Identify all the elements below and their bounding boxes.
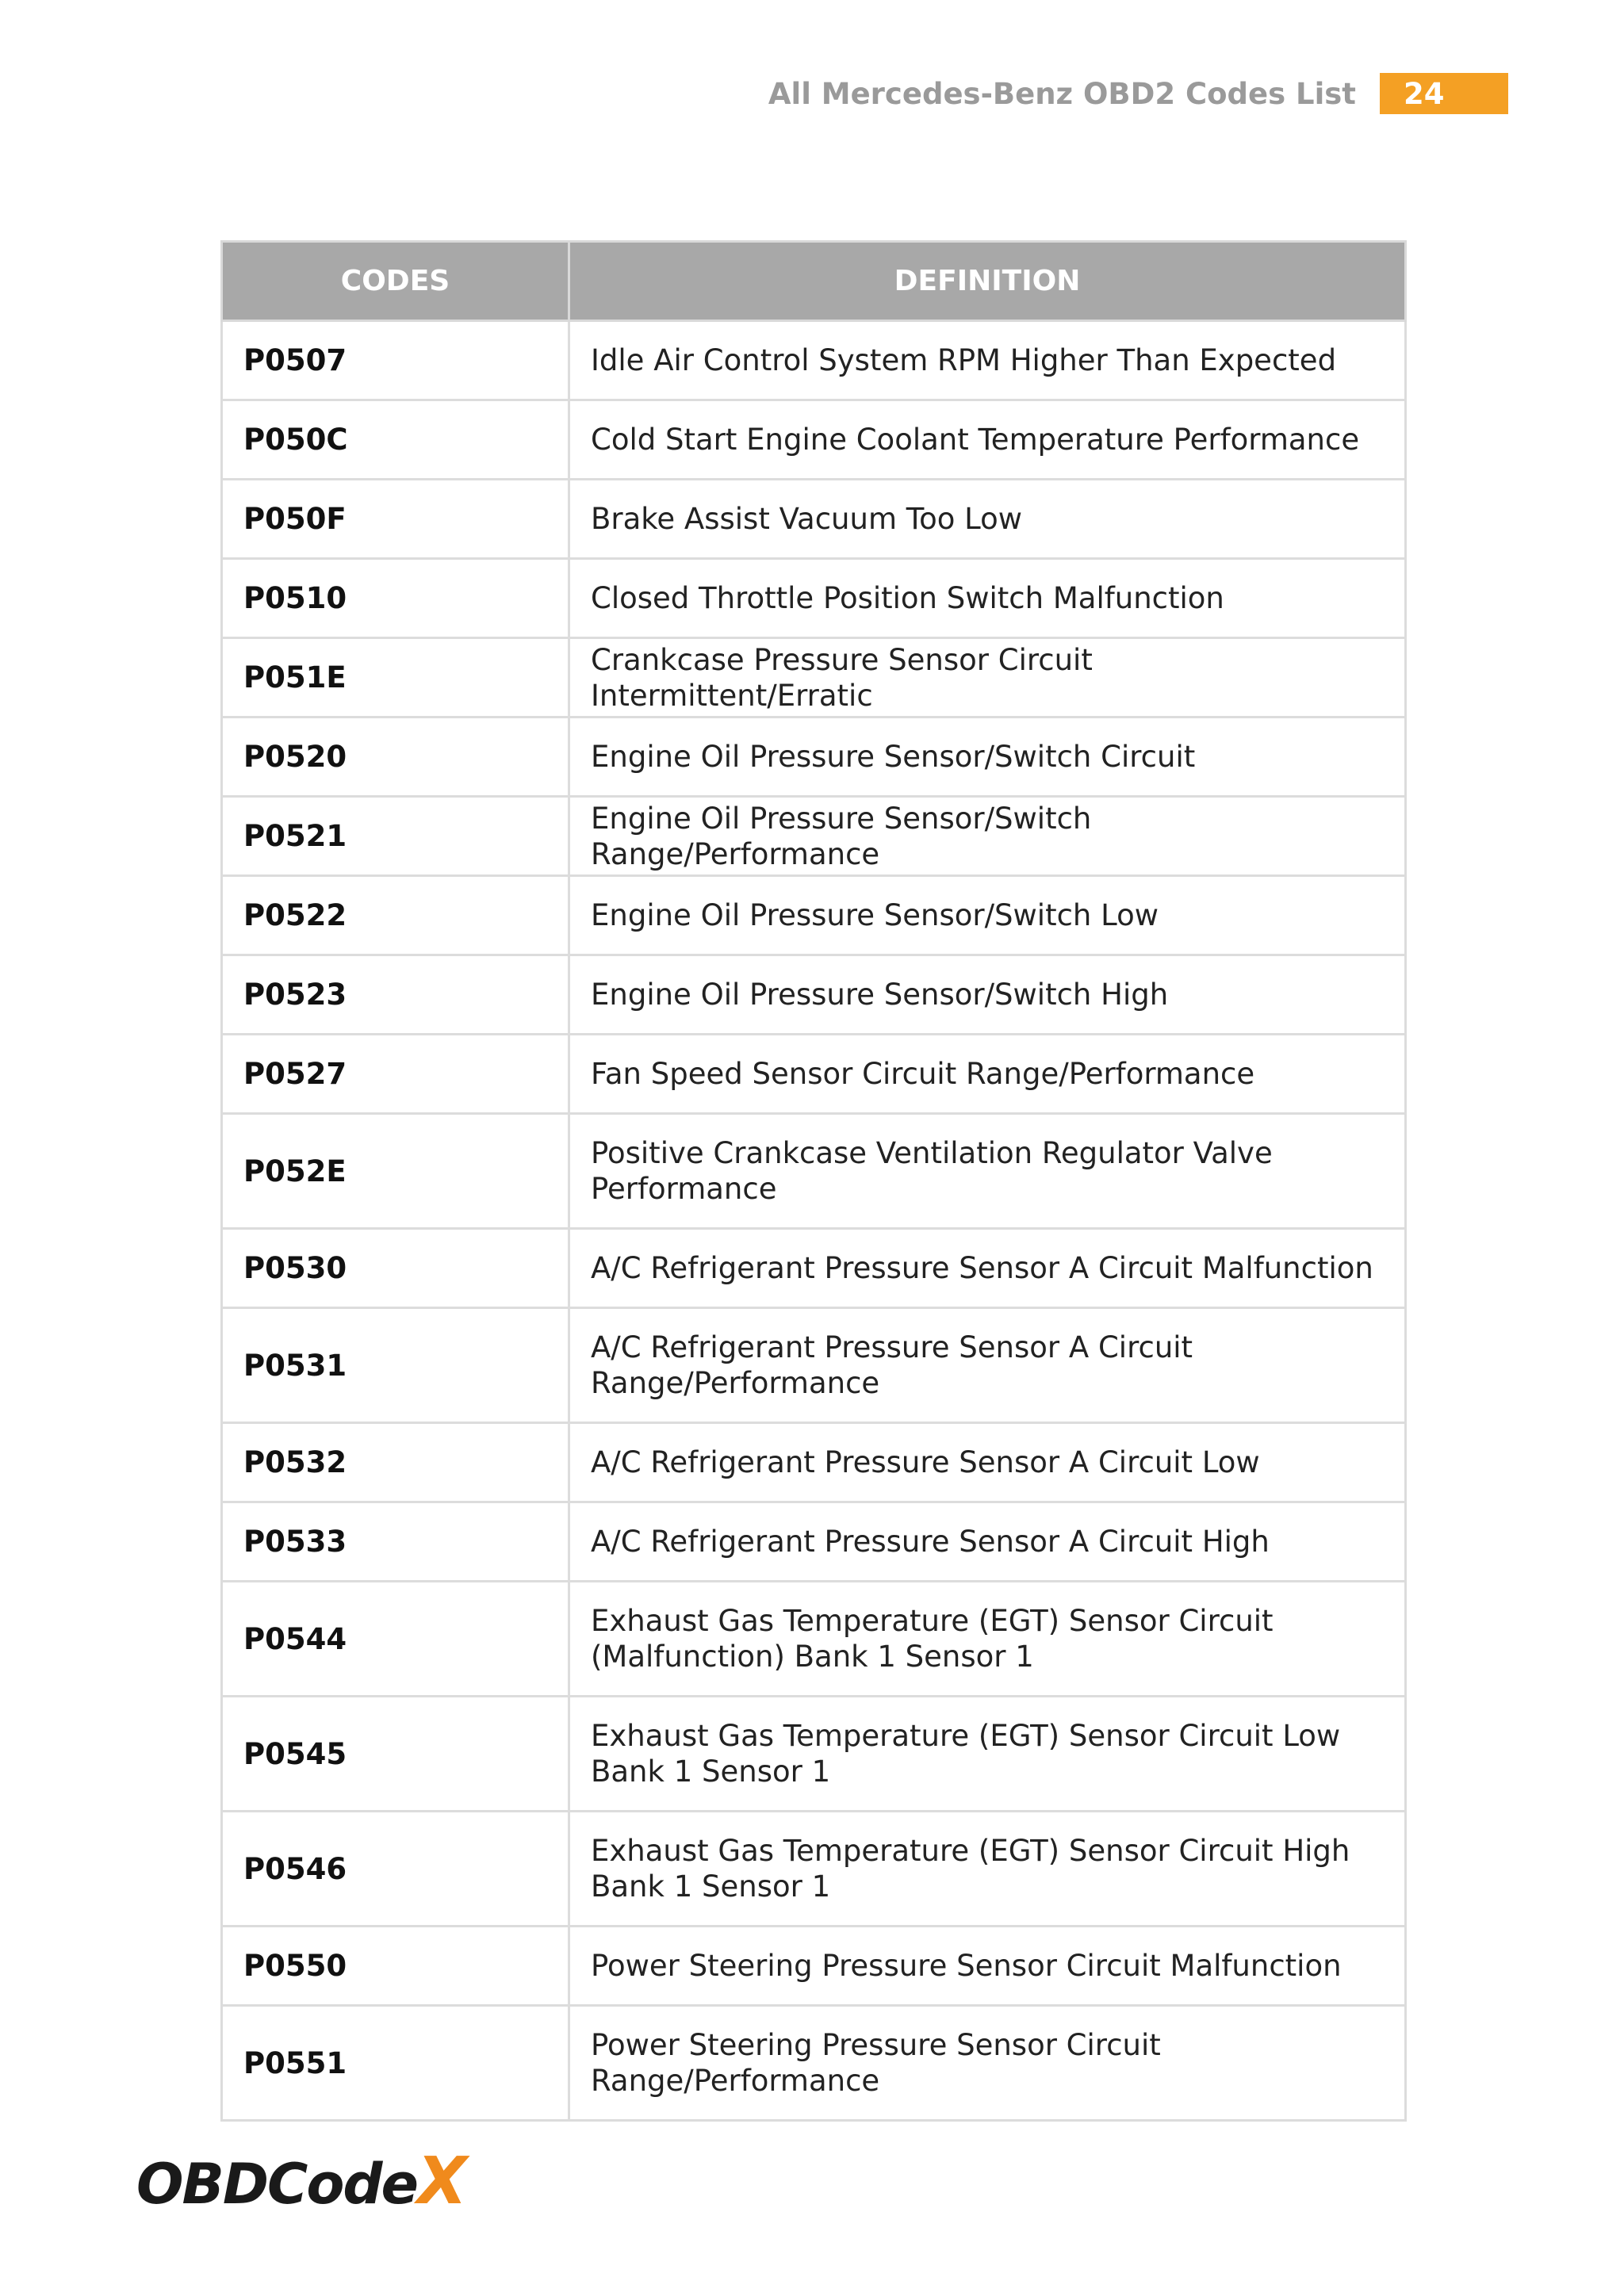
table-row xyxy=(222,1035,1406,1114)
definition-cell: Engine Oil Pressure Sensor/Switch Range/Performance xyxy=(569,797,1406,876)
table-row xyxy=(222,638,1406,718)
definition-cell: Exhaust Gas Temperature (EGT) Sensor Circuit (Malfunction) Bank 1 Sensor 1 xyxy=(569,1582,1406,1697)
table-row xyxy=(222,1423,1406,1502)
column-header-definition: DEFINITION xyxy=(569,242,1406,321)
table-row xyxy=(222,876,1406,955)
definition-cell: Cold Start Engine Coolant Temperature Performance xyxy=(569,400,1406,480)
table-row xyxy=(222,1114,1406,1229)
table-row xyxy=(222,559,1406,638)
table-row xyxy=(222,400,1406,480)
code-cell: P0521 xyxy=(222,797,569,876)
code-cell: P0510 xyxy=(222,559,569,638)
code-cell: P0550 xyxy=(222,1927,569,2006)
definition-cell: A/C Refrigerant Pressure Sensor A Circuit Malfunction xyxy=(569,1229,1406,1308)
definition-cell: Exhaust Gas Temperature (EGT) Sensor Circuit Low Bank 1 Sensor 1 xyxy=(569,1697,1406,1812)
table-row xyxy=(222,955,1406,1035)
code-cell: P0544 xyxy=(222,1582,569,1697)
code-cell: P050F xyxy=(222,480,569,559)
definition-cell: Closed Throttle Position Switch Malfunction xyxy=(569,559,1406,638)
table-row xyxy=(222,1927,1406,2006)
logo-wordmark: OBDCode xyxy=(136,2152,418,2217)
definition-cell: Positive Crankcase Ventilation Regulator Valve Performance xyxy=(569,1114,1406,1229)
code-cell: P0530 xyxy=(222,1229,569,1308)
definition-cell: Idle Air Control System RPM Higher Than Expected xyxy=(569,321,1406,400)
table-row xyxy=(222,1502,1406,1582)
table-row xyxy=(222,797,1406,876)
definition-cell: Engine Oil Pressure Sensor/Switch Circuit xyxy=(569,718,1406,797)
page-header xyxy=(768,73,1508,114)
table-row xyxy=(222,2006,1406,2121)
code-cell: P0527 xyxy=(222,1035,569,1114)
table-row xyxy=(222,1229,1406,1308)
code-cell: P052E xyxy=(222,1114,569,1229)
code-cell: P051E xyxy=(222,638,569,718)
page-number-badge: 24 xyxy=(1380,73,1508,114)
definition-cell: Fan Speed Sensor Circuit Range/Performance xyxy=(569,1035,1406,1114)
column-header-codes: CODES xyxy=(222,242,569,321)
table-row xyxy=(222,1812,1406,1927)
document-title: All Mercedes-Benz OBD2 Codes List xyxy=(768,76,1356,111)
code-cell: P0551 xyxy=(222,2006,569,2121)
code-cell: P0533 xyxy=(222,1502,569,1582)
table-row xyxy=(222,1697,1406,1812)
definition-cell: Engine Oil Pressure Sensor/Switch High xyxy=(569,955,1406,1035)
code-cell: P0507 xyxy=(222,321,569,400)
code-cell: P0522 xyxy=(222,876,569,955)
logo-x-mark: X xyxy=(417,2144,466,2219)
table-row xyxy=(222,1308,1406,1423)
definition-cell: Engine Oil Pressure Sensor/Switch Low xyxy=(569,876,1406,955)
table-row xyxy=(222,480,1406,559)
code-cell: P0545 xyxy=(222,1697,569,1812)
table-row xyxy=(222,321,1406,400)
definition-cell: Power Steering Pressure Sensor Circuit Range/Performance xyxy=(569,2006,1406,2121)
code-cell: P050C xyxy=(222,400,569,480)
definition-cell: A/C Refrigerant Pressure Sensor A Circuit High xyxy=(569,1502,1406,1582)
definition-cell: A/C Refrigerant Pressure Sensor A Circuit Range/Performance xyxy=(569,1308,1406,1423)
table-row xyxy=(222,1582,1406,1697)
table-header-row xyxy=(222,242,1406,321)
definition-cell: A/C Refrigerant Pressure Sensor A Circuit Low xyxy=(569,1423,1406,1502)
code-cell: P0531 xyxy=(222,1308,569,1423)
code-cell: P0532 xyxy=(222,1423,569,1502)
obd2-codes-table xyxy=(220,240,1407,2122)
code-cell: P0546 xyxy=(222,1812,569,1927)
definition-cell: Power Steering Pressure Sensor Circuit Malfunction xyxy=(569,1927,1406,2006)
obdcodex-logo xyxy=(136,2144,466,2219)
definition-cell: Crankcase Pressure Sensor Circuit Intermittent/Erratic xyxy=(569,638,1406,718)
table-row xyxy=(222,718,1406,797)
code-cell: P0523 xyxy=(222,955,569,1035)
code-cell: P0520 xyxy=(222,718,569,797)
definition-cell: Brake Assist Vacuum Too Low xyxy=(569,480,1406,559)
definition-cell: Exhaust Gas Temperature (EGT) Sensor Circuit High Bank 1 Sensor 1 xyxy=(569,1812,1406,1927)
